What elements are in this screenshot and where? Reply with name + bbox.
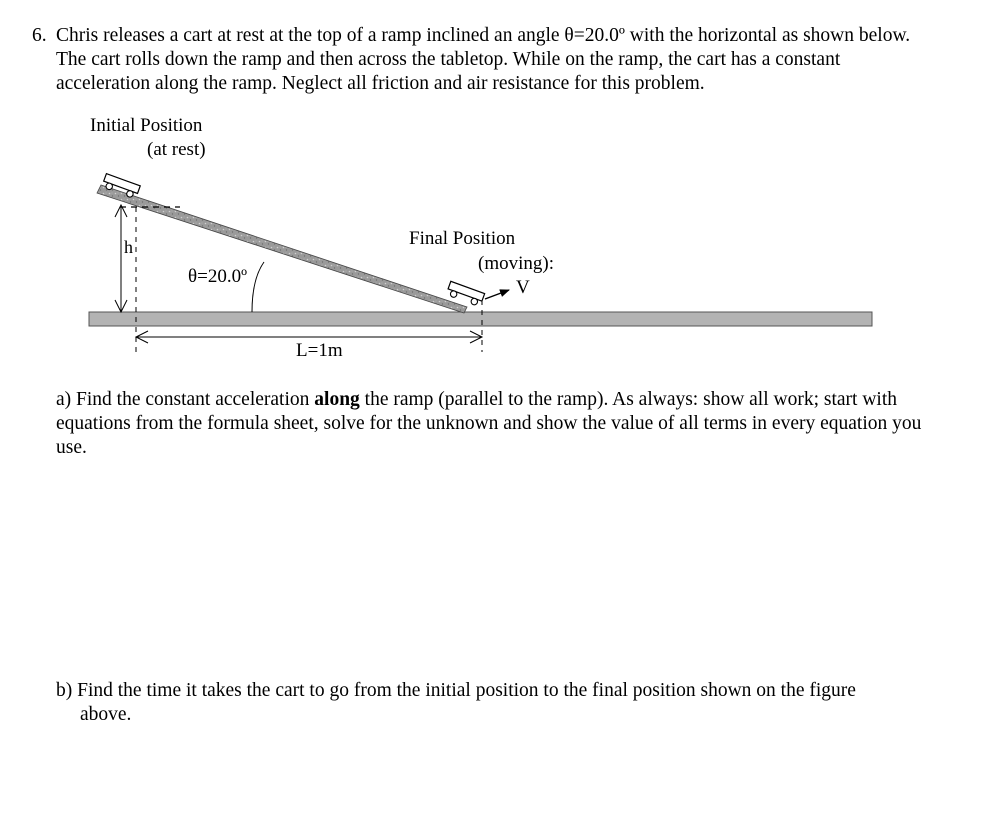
- part-a-prefix: a) Find the constant acceleration: [56, 389, 315, 410]
- length-label: L=1m: [296, 340, 343, 361]
- part-b: [56, 679, 946, 727]
- final-position-sublabel: (moving):: [478, 253, 554, 274]
- part-a: [56, 388, 946, 460]
- velocity-arrow: [485, 290, 509, 299]
- angle-arc: [252, 262, 264, 312]
- part-b-line1: b) Find the time it takes the cart to go from the initial position to the final position shown on the figure: [56, 680, 856, 701]
- problem-number: 6.: [32, 25, 47, 46]
- height-label: h: [124, 237, 133, 257]
- final-position-label: Final Position: [409, 228, 516, 249]
- part-a-bold: along: [314, 389, 360, 410]
- initial-position-label: Initial Position: [90, 115, 203, 136]
- velocity-label: V: [516, 277, 530, 298]
- part-b-line2: above.: [80, 704, 132, 725]
- ramp-diagram: [0, 0, 988, 380]
- part-a-suffix: the ramp (parallel to the ramp). As always: show all work; start with equations from the formula sheet, solve for the unknown and show the value of all terms in every equation you use.: [56, 389, 922, 458]
- problem-text: Chris releases a cart at rest at the top of a ramp inclined an angle θ=20.0º with the horizontal as shown below. The cart rolls down the ramp and then across the tabletop. While on the ramp, the cart has a constant acceleration along the ramp. Neglect all friction and air resistance for this problem.: [56, 25, 911, 94]
- angle-label: θ=20.0º: [188, 266, 247, 287]
- tabletop: [89, 312, 872, 326]
- initial-position-sublabel: (at rest): [147, 139, 206, 160]
